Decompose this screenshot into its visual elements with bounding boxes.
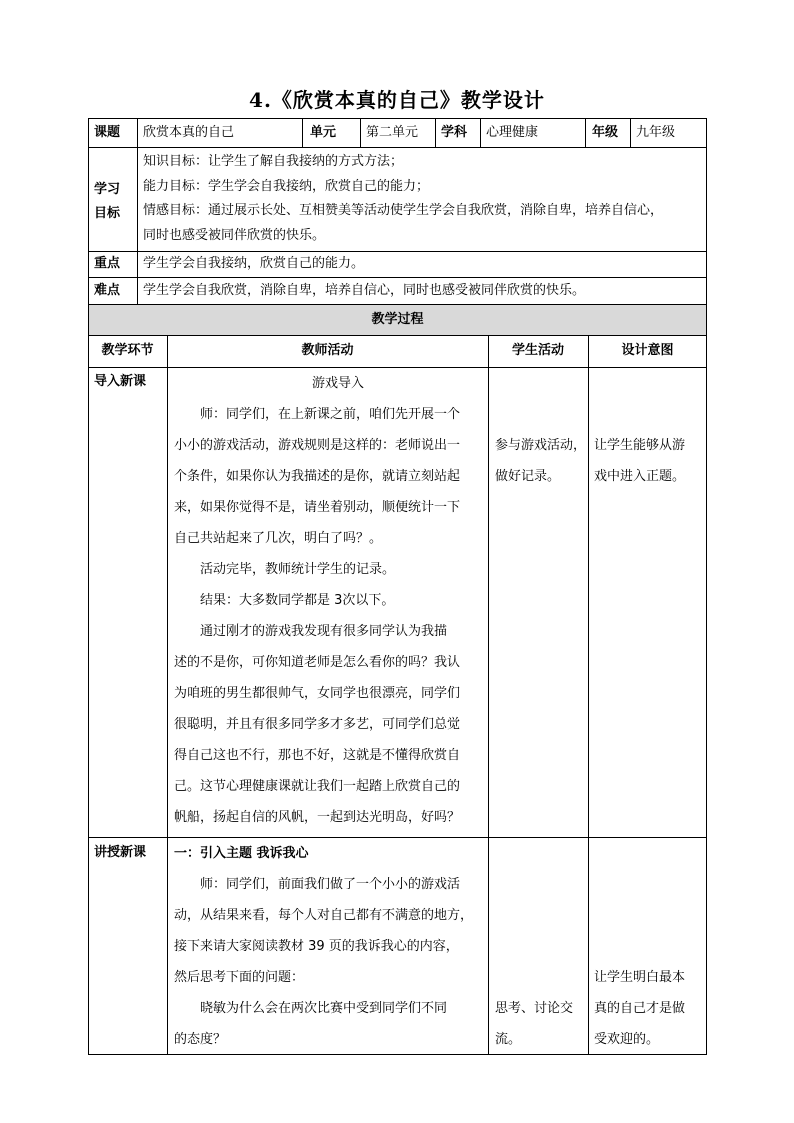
paragraph-line: 为咱班的男生都很帅气，女同学也很漂亮，同学们 — [174, 686, 461, 701]
unit-label: 单元 — [310, 125, 337, 140]
paragraph-line: 动，从结果来看，每个人对自己都有不满意的地方， — [174, 908, 474, 923]
goal-line: 能力目标：学生学会自我接纳，欣赏自己的能力； — [143, 178, 430, 194]
intent-line: 真的自己才是做 — [594, 1001, 686, 1016]
document-title: 4.《欣赏本真的自己》教学设计 — [249, 88, 545, 112]
student-activity-intro — [495, 430, 586, 492]
goal-line: 同时也感受被同伴欣赏的快乐。 — [143, 227, 326, 243]
teacher-activity-new-lesson — [174, 838, 484, 1055]
intent-line: 受欢迎的。 — [594, 1032, 660, 1047]
stage-new-lesson: 讲授新课 — [94, 845, 147, 860]
paragraph-line: 然后思考下面的问题： — [174, 970, 305, 985]
key-point-label: 重点 — [94, 256, 121, 271]
intent-line: 戏中进入正题。 — [594, 469, 686, 484]
student-line: 思考、讨论交 — [495, 1001, 574, 1016]
paragraph-line: 己。这节心理健康课就让我们一起踏上欣赏自己的 — [174, 779, 461, 794]
paragraph-line: 师：同学们，在上新课之前，咱们先开展一个 — [200, 407, 461, 422]
paragraph-line: 接下来请大家阅读教材 39 页的我诉我心的内容， — [174, 939, 459, 954]
paragraph-line: 述的不是你，可你知道老师是怎么看你的吗？我认 — [174, 655, 461, 670]
paragraph-line: 得自己这也不行，那也不好，这就是不懂得欣赏自 — [174, 748, 461, 763]
student-line: 流。 — [495, 1032, 522, 1047]
stage-intro: 导入新课 — [94, 374, 147, 389]
teacher-activity-title: 一：引入主题 我诉我心 — [174, 846, 309, 861]
goal-line: 知识目标：让学生了解自我接纳的方式方法； — [143, 154, 404, 169]
teacher-activity-title: 游戏导入 — [312, 376, 365, 391]
goal-line: 情感目标：通过展示长处、互相赞美等活动使学生学会自我欣赏，消除自卑，培养自信心， — [143, 203, 664, 218]
paragraph-line: 活动完毕，教师统计学生的记录。 — [200, 562, 396, 577]
paragraph-line: 的态度？ — [174, 1032, 227, 1047]
column-header-teacher: 教师活动 — [301, 343, 354, 358]
subject-value: 心理健康 — [486, 125, 539, 140]
key-point-text: 学生学会自我接纳，欣赏自己的能力。 — [143, 256, 365, 271]
process-heading: 教学过程 — [371, 312, 424, 327]
paragraph-line: 通过刚才的游戏我发现有很多同学认为我描 — [200, 624, 448, 639]
student-line: 做好记录。 — [495, 469, 561, 484]
intent-line: 让学生能够从游 — [594, 438, 686, 453]
goals-label-line2: 目标 — [94, 206, 121, 221]
grade-value: 九年级 — [636, 125, 676, 140]
paragraph-line: 结果：大多数同学都是 3次以下。 — [200, 593, 395, 608]
student-activity-new-lesson — [495, 993, 573, 1055]
grade-label: 年级 — [592, 125, 619, 140]
paragraph-line: 很聪明，并且有很多同学多才多艺，可同学们总觉 — [174, 717, 461, 732]
difficulty-text: 学生学会自我欣赏，消除自卑，培养自信心，同时也感受被同伴欣赏的快乐。 — [143, 283, 586, 298]
paragraph-line: 帆船，扬起自信的风帆，一起到达光明岛，好吗？ — [174, 810, 461, 825]
paragraph-line: 师：同学们，前面我们做了一个小小的游戏活 — [200, 877, 461, 892]
student-line: 参与游戏活动， — [495, 438, 587, 453]
design-intent-new-lesson — [594, 962, 685, 1055]
difficulty-label: 难点 — [94, 283, 121, 298]
paragraph-line: 小小的游戏活动，游戏规则是这样的：老师说出一 — [174, 438, 461, 453]
column-header-stage: 教学环节 — [101, 343, 154, 358]
column-header-intent: 设计意图 — [621, 343, 674, 358]
teacher-activity-intro — [174, 368, 484, 833]
unit-value: 第二单元 — [366, 125, 419, 140]
column-header-student: 学生活动 — [511, 343, 564, 358]
goals-label-line1: 学习 — [94, 182, 121, 197]
design-intent-intro — [594, 430, 685, 492]
goals-text — [143, 150, 663, 248]
course-label: 课题 — [94, 125, 121, 140]
paragraph-line: 晓敏为什么会在两次比赛中受到同学们不同 — [200, 1001, 448, 1016]
course-value: 欣赏本真的自己 — [143, 125, 235, 140]
paragraph-line: 自己共站起来了几次，明白了吗？。 — [174, 531, 383, 546]
intent-line: 让学生明白最本 — [594, 970, 686, 985]
paragraph-line: 个条件，如果你认为我描述的是你，就请立刻站起 — [174, 469, 461, 484]
paragraph-line: 来，如果你觉得不是，请坐着别动，顺便统计一下 — [174, 500, 461, 515]
subject-label: 学科 — [441, 125, 468, 140]
